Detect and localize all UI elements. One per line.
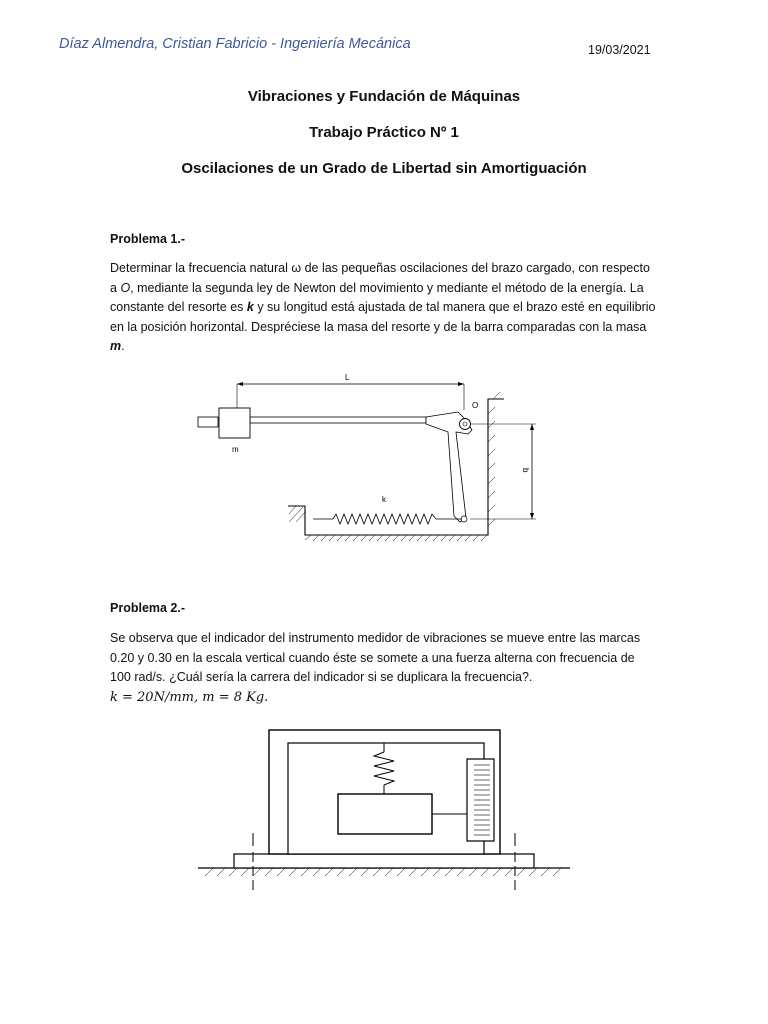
label-L: L: [345, 373, 350, 382]
variable-O: O: [120, 280, 131, 295]
problem-2-statement: [110, 629, 658, 707]
instrument-mass: [338, 794, 432, 834]
problem-2-text: Se observa que el indicador del instrumento medidor de vibraciones se mueve entre las marcas 0.20 y 0.30 en la escala vertical cuando éste se somete a una fuerza alterna con frecuencia de 100 rad/s. ¿Cuál sería la carrera del indicador si se duplicara la frecuencia?.: [110, 631, 641, 684]
label-b: b: [521, 468, 530, 473]
course-title: Vibraciones y Fundación de Máquinas: [247, 88, 521, 105]
problem-1-text-d: .: [121, 339, 125, 353]
problem-1-text-c: y su longitud está ajustada de tal manera que el brazo esté en equilibrio en la posición horizontal. Despréciese la masa del resorte y de la barra comparadas con la masa: [110, 300, 656, 334]
problem-1-heading: Problema 1.-: [110, 232, 186, 246]
problem-1-text-a: Determinar la frecuencia natural ω de las pequeñas oscilaciones del brazo cargado, con respecto a: [110, 261, 650, 295]
date: 19/03/2021: [588, 43, 651, 57]
indicator-scale: [467, 759, 494, 841]
problem-2-heading: Problema 2.-: [110, 601, 186, 615]
topic-title: Oscilaciones de un Grado de Libertad sin Amortiguación: [181, 160, 587, 177]
label-k: k: [382, 495, 386, 504]
author-line: Díaz Almendra, Cristian Fabricio - Ingeniería Mecánica: [59, 36, 411, 52]
variable-k: k: [246, 300, 254, 314]
mass-block: [219, 408, 250, 438]
problem-2-equation: k = 20N/mm, m = 8 Kg.: [110, 689, 269, 705]
label-m: m: [232, 445, 239, 454]
problem-1-text-b: , mediante la segunda ley de Newton del movimiento y mediante el método de la energía. La constante del resorte es: [110, 280, 644, 314]
variable-m: m: [110, 339, 122, 353]
problem-1-statement: [110, 259, 658, 357]
assignment-title: Trabajo Práctico Nº 1: [309, 124, 459, 141]
label-O: O: [472, 401, 479, 410]
